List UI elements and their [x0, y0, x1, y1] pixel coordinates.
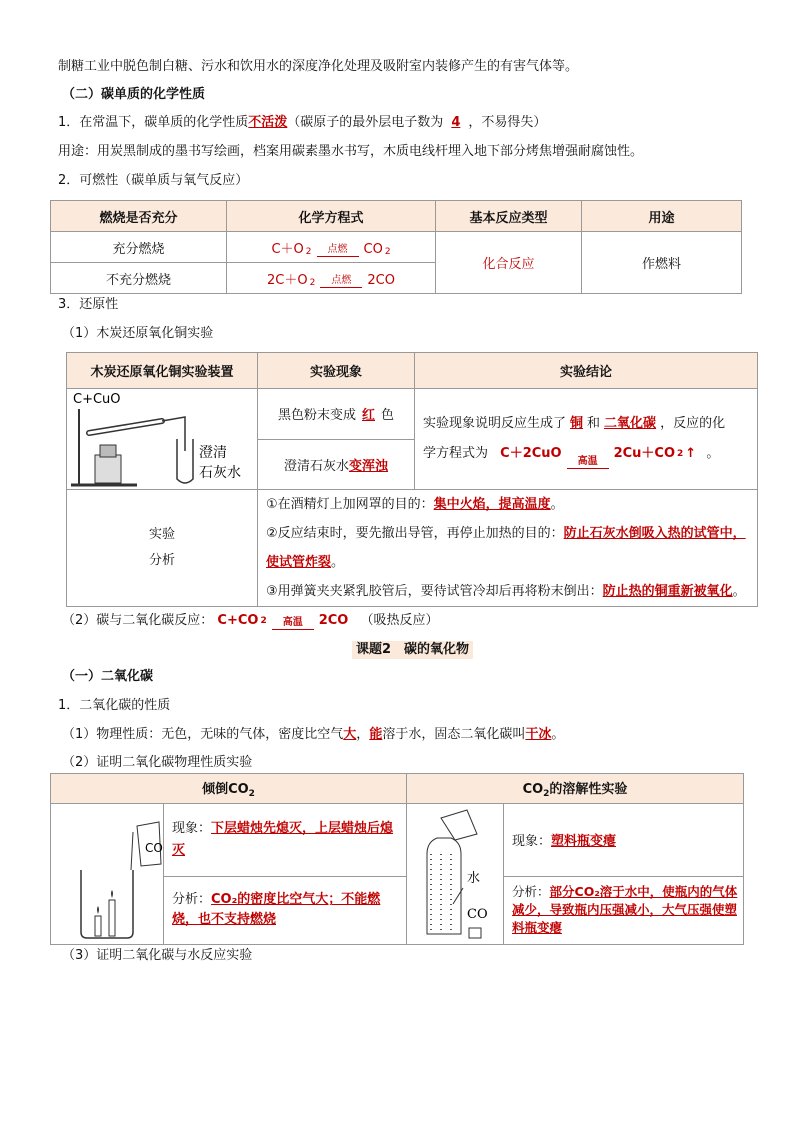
col-header: 木炭还原氧化铜实验装置 — [67, 353, 258, 389]
lesson-title: 课题2 碳的氧化物 — [352, 641, 473, 659]
row-label: 充分燃烧 — [51, 232, 227, 263]
p1-pre: 1．在常温下，碳单质的化学性质 — [58, 115, 249, 130]
conclusion-answer-1: 铜 — [570, 416, 584, 431]
col-header: 燃烧是否充分 — [51, 201, 227, 232]
q1-answer-2: 能 — [369, 727, 383, 742]
analysis-answer-1: 集中火焰，提高温度 — [433, 497, 551, 512]
paragraph-3: 3．还原性 — [58, 297, 119, 312]
pour-figure-label: CO — [145, 841, 163, 855]
eq-left: C＋2CuO — [500, 446, 562, 461]
tube-label-2: 石灰水 — [199, 465, 241, 481]
eq-right: 2CO — [367, 272, 395, 288]
equation-incomplete — [227, 263, 436, 294]
pour-analysis-answer: CO₂的密度比空气大；不能燃烧，也不支持燃烧 — [172, 892, 381, 928]
p1-mid: （碳原子的最外层电子数为 — [287, 115, 444, 130]
apparatus-label: C+CuO — [73, 392, 121, 407]
analysis-answer-2: 防止石灰水倒吸入热的试管中，使试管炸裂 — [266, 526, 746, 570]
apparatus-cell — [67, 389, 258, 490]
reaction-type: 化合反应 — [436, 232, 582, 294]
paragraph-3-1: （1）木炭还原氧化铜实验 — [62, 326, 214, 341]
conclusion-cell: 实验现象说明反应生成了 铜 和 二氧化碳 ，反应的化 学方程式为 C＋2CuO 高温 2Cu＋CO 2 ↑ 。 — [415, 389, 758, 490]
paragraph-3-2: （2）碳与二氧化碳反应： C+CO 2 高温 2CO （吸热反应） — [62, 613, 439, 628]
pour-phenomenon-answer: 下层蜡烛先熄灭，上层蜡烛后熄灭 — [172, 820, 394, 858]
reduction-table — [66, 352, 758, 607]
eq-condition: 点燃 — [331, 274, 352, 286]
bottle-water-label: 水 — [467, 871, 481, 886]
p1-answer-1: 不活泼 — [248, 115, 288, 130]
phenomenon-2: 澄清石灰水变浑浊 — [258, 439, 415, 490]
use-cell: 作燃料 — [582, 232, 742, 294]
phenom2-answer: 变浑浊 — [349, 458, 389, 474]
conclusion-answer-2: 二氧化碳 — [604, 416, 657, 431]
eq-right: 2Cu＋CO — [613, 446, 676, 461]
col-header: 实验现象 — [258, 353, 415, 389]
apparatus-figure — [67, 389, 257, 489]
eq-left: C+CO — [217, 613, 259, 628]
bottle-analysis: 分析：部分CO₂溶于水中，使瓶内的气体减少，导致瓶内压强减小，大气压强使塑料瓶变瘪 — [504, 876, 744, 945]
eq-left: C＋O — [271, 241, 304, 257]
bottle-phenomenon-answer: 塑料瓶变瘪 — [551, 834, 617, 850]
bottle-phenomenon: 现象：塑料瓶变瘪 — [504, 804, 744, 877]
eq-sub: 2 — [305, 246, 312, 257]
col-header-solubility: $CO_2$的溶解性实验 — [407, 774, 744, 804]
q1-answer-3: 干冰 — [525, 727, 552, 742]
col-header: 用途 — [582, 201, 742, 232]
eq-condition: 高温 — [577, 456, 598, 467]
row-label: 不充分燃烧 — [51, 263, 227, 294]
paragraph-1 — [58, 114, 546, 132]
eq-sub: 2 — [309, 277, 316, 288]
col-header: 化学方程式 — [227, 201, 436, 232]
bottle-figure — [407, 804, 503, 944]
question-1-1: （1）物理性质：无色，无味的气体，密度比空气大，能溶于水，固态二氧化碳叫干冰。 — [62, 727, 565, 742]
equation-complete — [227, 232, 436, 263]
col-header-pour: 倾倒$CO_2$ — [51, 774, 407, 804]
phenom1-answer: 红 — [361, 408, 375, 424]
bottle-figure-cell — [407, 804, 504, 945]
eq-right: CO — [363, 241, 383, 257]
paragraph-2: 2．可燃性（碳单质与氧气反应） — [58, 173, 249, 188]
p1-post: ，不易得失） — [468, 115, 547, 130]
analysis-label: 实验 分析 — [67, 490, 258, 607]
pour-analysis: 分析：CO₂的密度比空气大；不能燃烧，也不支持燃烧 — [164, 876, 407, 945]
eq-condition: 高温 — [282, 617, 303, 628]
uses-line: 用途：用炭黑制成的墨书写绘画，档案用碳素墨水书写，木质电线杆埋入地下部分烤焦增强耐腐蚀性。 — [58, 144, 644, 159]
co2-experiment-table — [50, 773, 744, 945]
phenomenon-1: 黑色粉末变成 红 色 — [258, 389, 415, 440]
pour-phenomenon: 现象：下层蜡烛先熄灭，上层蜡烛后熄灭 — [164, 804, 407, 877]
pour-figure-cell — [51, 804, 164, 945]
pour-figure — [51, 804, 163, 944]
eq-condition: 点燃 — [327, 243, 348, 255]
col-header: 实验结论 — [415, 353, 758, 389]
section-heading-chem: （二）碳单质的化学性质 — [62, 87, 206, 102]
section-heading-co2: （一）二氧化碳 — [62, 669, 154, 684]
eq-right: 2CO — [318, 613, 349, 628]
intro-line: 制糖工业中脱色制白糖、污水和饮用水的深度净化处理及吸附室内装修产生的有害气体等。 — [58, 59, 579, 74]
col-header: 基本反应类型 — [436, 201, 582, 232]
question-1: 1．二氧化碳的性质 — [58, 698, 171, 713]
analysis-cell: ①在酒精灯上加网罩的目的：集中火焰，提高温度。 ②反应结束时，要先撤出导管，再停止加热的目的：防止石灰水倒吸入热的试管中，使试管炸裂。 ③用弹簧夹夹紧乳胶管后，要待试管冷却后再将粉末倒出：防止热的铜重新被氧化。 — [258, 490, 758, 607]
p1-answer-2: 4 — [451, 115, 461, 130]
eq-left: 2C＋O — [267, 272, 308, 288]
bottle-analysis-answer: 部分CO₂溶于水中，使瓶内的气体减少，导致瓶内压强减小，大气压强使塑料瓶变瘪 — [512, 884, 738, 936]
bottle-co-label: CO — [467, 907, 488, 922]
eq-rsub: 2 — [384, 246, 391, 257]
question-1-2: （2）证明二氧化碳物理性质实验 — [62, 755, 253, 770]
tube-label-1: 澄清 — [199, 445, 227, 461]
analysis-answer-3: 防止热的铜重新被氧化 — [602, 584, 733, 599]
q1-answer-1: 大 — [343, 727, 357, 742]
question-1-3: （3）证明二氧化碳与水反应实验 — [62, 948, 253, 963]
combustion-table — [50, 200, 742, 294]
